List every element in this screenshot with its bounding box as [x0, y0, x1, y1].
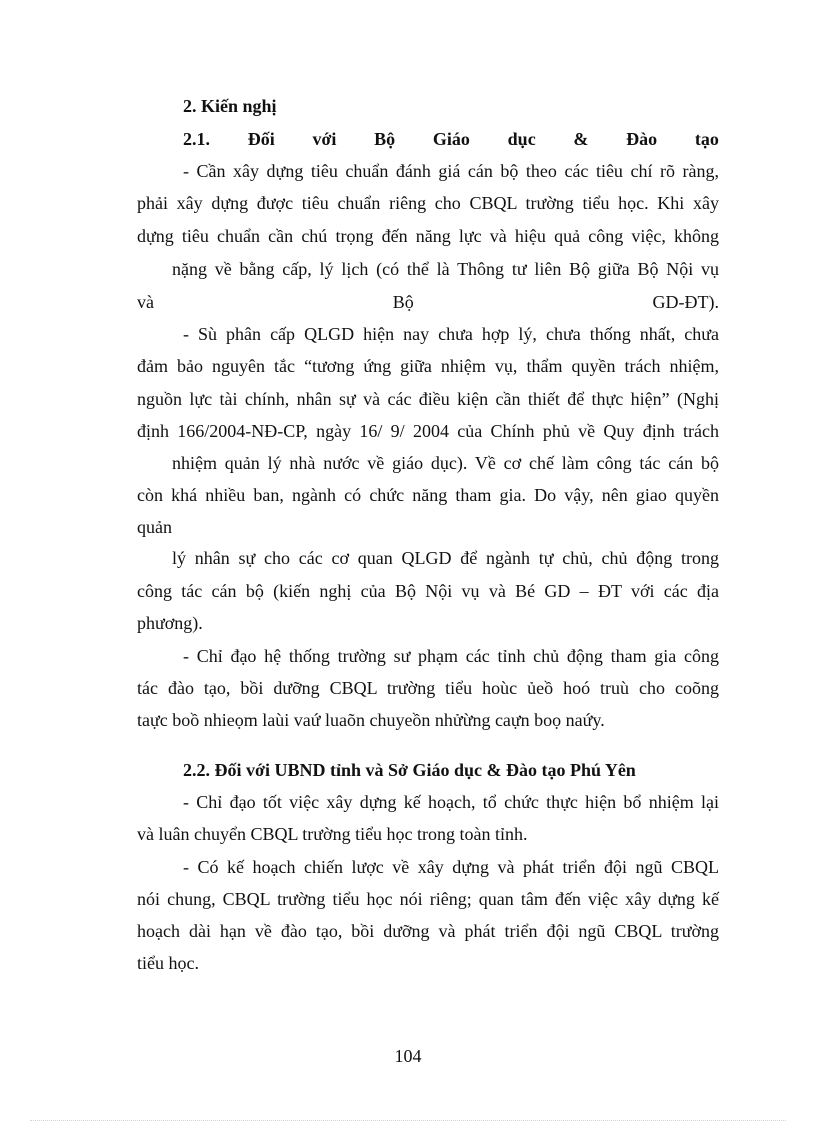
- paragraph-line: dựng tiêu chuẩn cần chú trọng đến năng lực và hiệu quả công việc, không: [137, 226, 719, 246]
- page-bottom-divider: [30, 1120, 786, 1121]
- paragraph-line: hoạch dài hạn về đào tạo, bồi dưỡng và phát triển đội ngũ CBQL trường: [137, 921, 719, 941]
- paragraph-line: - Có kế hoạch chiến lược về xây dựng và phát triển đội ngũ CBQL: [183, 857, 719, 877]
- paragraph-line: đảm bảo nguyên tắc “tương ứng giữa nhiệm vụ, thẩm quyền trách nhiệm,: [137, 356, 719, 376]
- paragraph-line: - Chỉ đạo tốt việc xây dựng kế hoạch, tổ chức thực hiện bổ nhiệm lại: [183, 792, 719, 812]
- heading-word: dục: [507, 129, 536, 149]
- paragraph-line: phải xây dựng được tiêu chuẩn riêng cho CBQL trường tiểu học. Khi xây: [137, 193, 719, 213]
- heading-word: Đối: [247, 129, 275, 149]
- paragraph-line: nhiệm quản lý nhà nước về giáo dục). Về cơ chế làm công tác cán bộ: [172, 453, 719, 473]
- paragraph-line: còn khá nhiều ban, ngành có chức năng tham gia. Do vậy, nên giao quyền: [137, 485, 719, 505]
- paragraph-line: nặng về bằng cấp, lý lịch (có thể là Thông tư liên Bộ giữa Bộ Nội vụ: [172, 259, 719, 279]
- subsection-heading-2-1: [183, 128, 719, 150]
- paragraph-line: tác đào tạo, bồi dưỡng CBQL trường tiểu hoùc ủeồ hoó truù cho coõng: [137, 678, 719, 698]
- heading-word: Giáo: [432, 129, 470, 149]
- heading-word: tạo: [694, 129, 719, 149]
- paragraph-line: công tác cán bộ (kiến nghị của Bộ Nội vụ và Bé GD – ĐT với các địa: [137, 581, 719, 601]
- paragraph-line: tiểu học.: [137, 953, 199, 973]
- section-heading: 2. Kiến nghị: [183, 96, 277, 116]
- heading-word: Đào: [626, 129, 658, 149]
- paragraph-line: - Cần xây dựng tiêu chuẩn đánh giá cán bộ theo các tiêu chí rõ ràng,: [183, 161, 719, 181]
- paragraph-line: và Bộ GD-ĐT).: [137, 292, 719, 312]
- paragraph-line: - Sù phân cấp QLGD hiện nay chưa hợp lý, chưa thống nhất, chưa: [183, 324, 719, 344]
- paragraph-line: lý nhân sự cho các cơ quan QLGD để ngành tự chủ, chủ động trong: [172, 548, 719, 568]
- paragraph-line: taực boồ nhieọm laùi vaứ luaõn chuyeồn nhửừng caựn boọ naứy.: [137, 710, 605, 730]
- heading-word: &: [573, 129, 589, 149]
- heading-word: với: [312, 129, 337, 149]
- paragraph-line: và luân chuyển CBQL trường tiểu học trong toàn tỉnh.: [137, 824, 528, 844]
- subsection-heading-2-2: 2.2. Đối với UBND tỉnh và Sở Giáo dục & Đào tạo Phú Yên: [183, 760, 636, 780]
- page-number: 104: [394, 1046, 422, 1066]
- heading-word: Bộ: [374, 129, 396, 149]
- heading-number: 2.1.: [183, 129, 210, 149]
- paragraph-line: quản: [137, 517, 172, 537]
- paragraph-line: phương).: [137, 613, 203, 633]
- paragraph-line: - Chỉ đạo hệ thống trường sư phạm các tỉnh chủ động tham gia công: [183, 646, 719, 666]
- paragraph-line: nguồn lực tài chính, nhân sự và các điều kiện cần thiết để thực hiện” (Nghị: [137, 389, 719, 409]
- paragraph-line: nói chung, CBQL trường tiểu học nói riêng; quan tâm đến việc xây dựng kế: [137, 889, 719, 909]
- paragraph-line: định 166/2004-NĐ-CP, ngày 16/ 9/ 2004 của Chính phủ về Quy định trách: [137, 421, 719, 441]
